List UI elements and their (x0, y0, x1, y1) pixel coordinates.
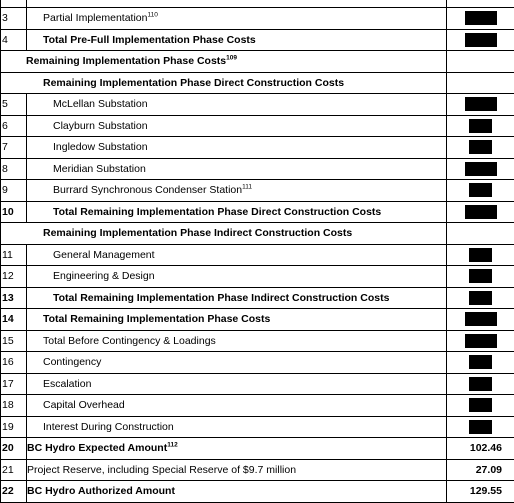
footnote-ref: 110 (147, 12, 157, 19)
table-row (1, 94, 514, 116)
table-row (1, 352, 514, 374)
row-description (27, 180, 447, 202)
redacted-block (465, 334, 497, 348)
row-number: 3 (1, 8, 27, 30)
row-description: Total Remaining Implementation Phase Direct Construction Costs (27, 201, 447, 223)
redacted-block (469, 183, 492, 197)
row-value (447, 29, 514, 51)
redacted-block (465, 33, 497, 47)
footnote-ref: 111 (242, 184, 252, 191)
redacted-block (469, 269, 492, 283)
row-description (27, 8, 447, 30)
row-description: Total Remaining Implementation Phase Indirect Construction Costs (27, 287, 447, 309)
table-row (1, 309, 514, 331)
redacted-block (469, 291, 492, 305)
table-row (1, 373, 514, 395)
row-number: 13 (1, 287, 27, 309)
row-value (447, 51, 514, 73)
table-row (1, 29, 514, 51)
section-header-text: Remaining Implementation Phase Costs (26, 55, 226, 67)
row-value (447, 201, 514, 223)
row-description: Escalation (27, 373, 447, 395)
row-description: Ingledow Substation (27, 137, 447, 159)
row-value (447, 309, 514, 331)
row-value (447, 223, 514, 245)
redacted-block (465, 205, 497, 219)
table-row (1, 395, 514, 417)
table-row (1, 201, 514, 223)
row-value (447, 0, 514, 8)
table-row (1, 438, 514, 460)
row-value (447, 8, 514, 30)
row-value (447, 72, 514, 94)
row-value (447, 287, 514, 309)
row-value (447, 352, 514, 374)
row-number: 16 (1, 352, 27, 374)
row-description (27, 0, 447, 8)
row-description: McLellan Substation (27, 94, 447, 116)
subsection-header: Remaining Implementation Phase Indirect Construction Costs (1, 223, 447, 245)
row-description: Project Reserve, including Special Reserve of $9.7 million (27, 459, 447, 481)
row-number: 12 (1, 266, 27, 288)
row-value (447, 395, 514, 417)
row-value (447, 180, 514, 202)
row-number: 7 (1, 137, 27, 159)
row-number: 22 (1, 481, 27, 503)
redacted-block (465, 11, 497, 25)
redacted-block (469, 355, 492, 369)
subsection-header: Remaining Implementation Phase Direct Construction Costs (1, 72, 447, 94)
row-description: Engineering & Design (27, 266, 447, 288)
row-value: 129.55 (447, 481, 514, 503)
row-number: 20 (1, 438, 27, 460)
table-row (1, 244, 514, 266)
row-description-text: BC Hydro Expected Amount (27, 442, 167, 454)
table-row (1, 416, 514, 438)
row-description-text: Burrard Synchronous Condenser Station (53, 184, 242, 196)
row-description: BC Hydro Authorized Amount (27, 481, 447, 503)
table-row (1, 481, 514, 503)
row-value: 27.09 (447, 459, 514, 481)
row-number: 18 (1, 395, 27, 417)
row-description (27, 438, 447, 460)
table-row (1, 287, 514, 309)
row-number: 5 (1, 94, 27, 116)
table-row (1, 8, 514, 30)
section-header (1, 51, 447, 73)
row-value (447, 137, 514, 159)
table-row (1, 459, 514, 481)
redacted-block (465, 312, 497, 326)
redacted-block (469, 119, 492, 133)
row-value (447, 330, 514, 352)
row-number: 11 (1, 244, 27, 266)
row-description: Capital Overhead (27, 395, 447, 417)
row-number: 21 (1, 459, 27, 481)
footnote-ref: 109 (226, 55, 237, 62)
row-value (447, 94, 514, 116)
row-number: 14 (1, 309, 27, 331)
row-description: Interest During Construction (27, 416, 447, 438)
row-description: Total Remaining Implementation Phase Costs (27, 309, 447, 331)
redacted-block (465, 97, 497, 111)
table-row (1, 51, 514, 73)
row-description: Total Pre-Full Implementation Phase Costs (27, 29, 447, 51)
table-row (1, 115, 514, 137)
row-description: General Management (27, 244, 447, 266)
redacted-block (469, 398, 492, 412)
table-row (1, 158, 514, 180)
table-row (1, 180, 514, 202)
row-description: Meridian Substation (27, 158, 447, 180)
row-number: 6 (1, 115, 27, 137)
table-row (1, 0, 514, 8)
redacted-block (469, 420, 492, 434)
row-number (1, 0, 27, 8)
row-value (447, 416, 514, 438)
table-row (1, 266, 514, 288)
table-row (1, 137, 514, 159)
redacted-block (465, 162, 497, 176)
row-value (447, 373, 514, 395)
row-number: 4 (1, 29, 27, 51)
row-description: Total Before Contingency & Loadings (27, 330, 447, 352)
row-value (447, 266, 514, 288)
table-row (1, 223, 514, 245)
row-number: 8 (1, 158, 27, 180)
row-description-text: Partial Implementation (43, 12, 147, 24)
table-row (1, 330, 514, 352)
row-description: Contingency (27, 352, 447, 374)
redacted-block (469, 140, 492, 154)
redacted-block (469, 248, 492, 262)
row-value: 102.46 (447, 438, 514, 460)
row-number: 15 (1, 330, 27, 352)
row-value (447, 158, 514, 180)
row-number: 9 (1, 180, 27, 202)
row-number: 10 (1, 201, 27, 223)
redacted-block (469, 377, 492, 391)
row-number: 19 (1, 416, 27, 438)
row-value (447, 244, 514, 266)
row-number: 17 (1, 373, 27, 395)
table-row (1, 72, 514, 94)
footnote-ref: 112 (167, 442, 178, 449)
row-value (447, 115, 514, 137)
row-description: Clayburn Substation (27, 115, 447, 137)
